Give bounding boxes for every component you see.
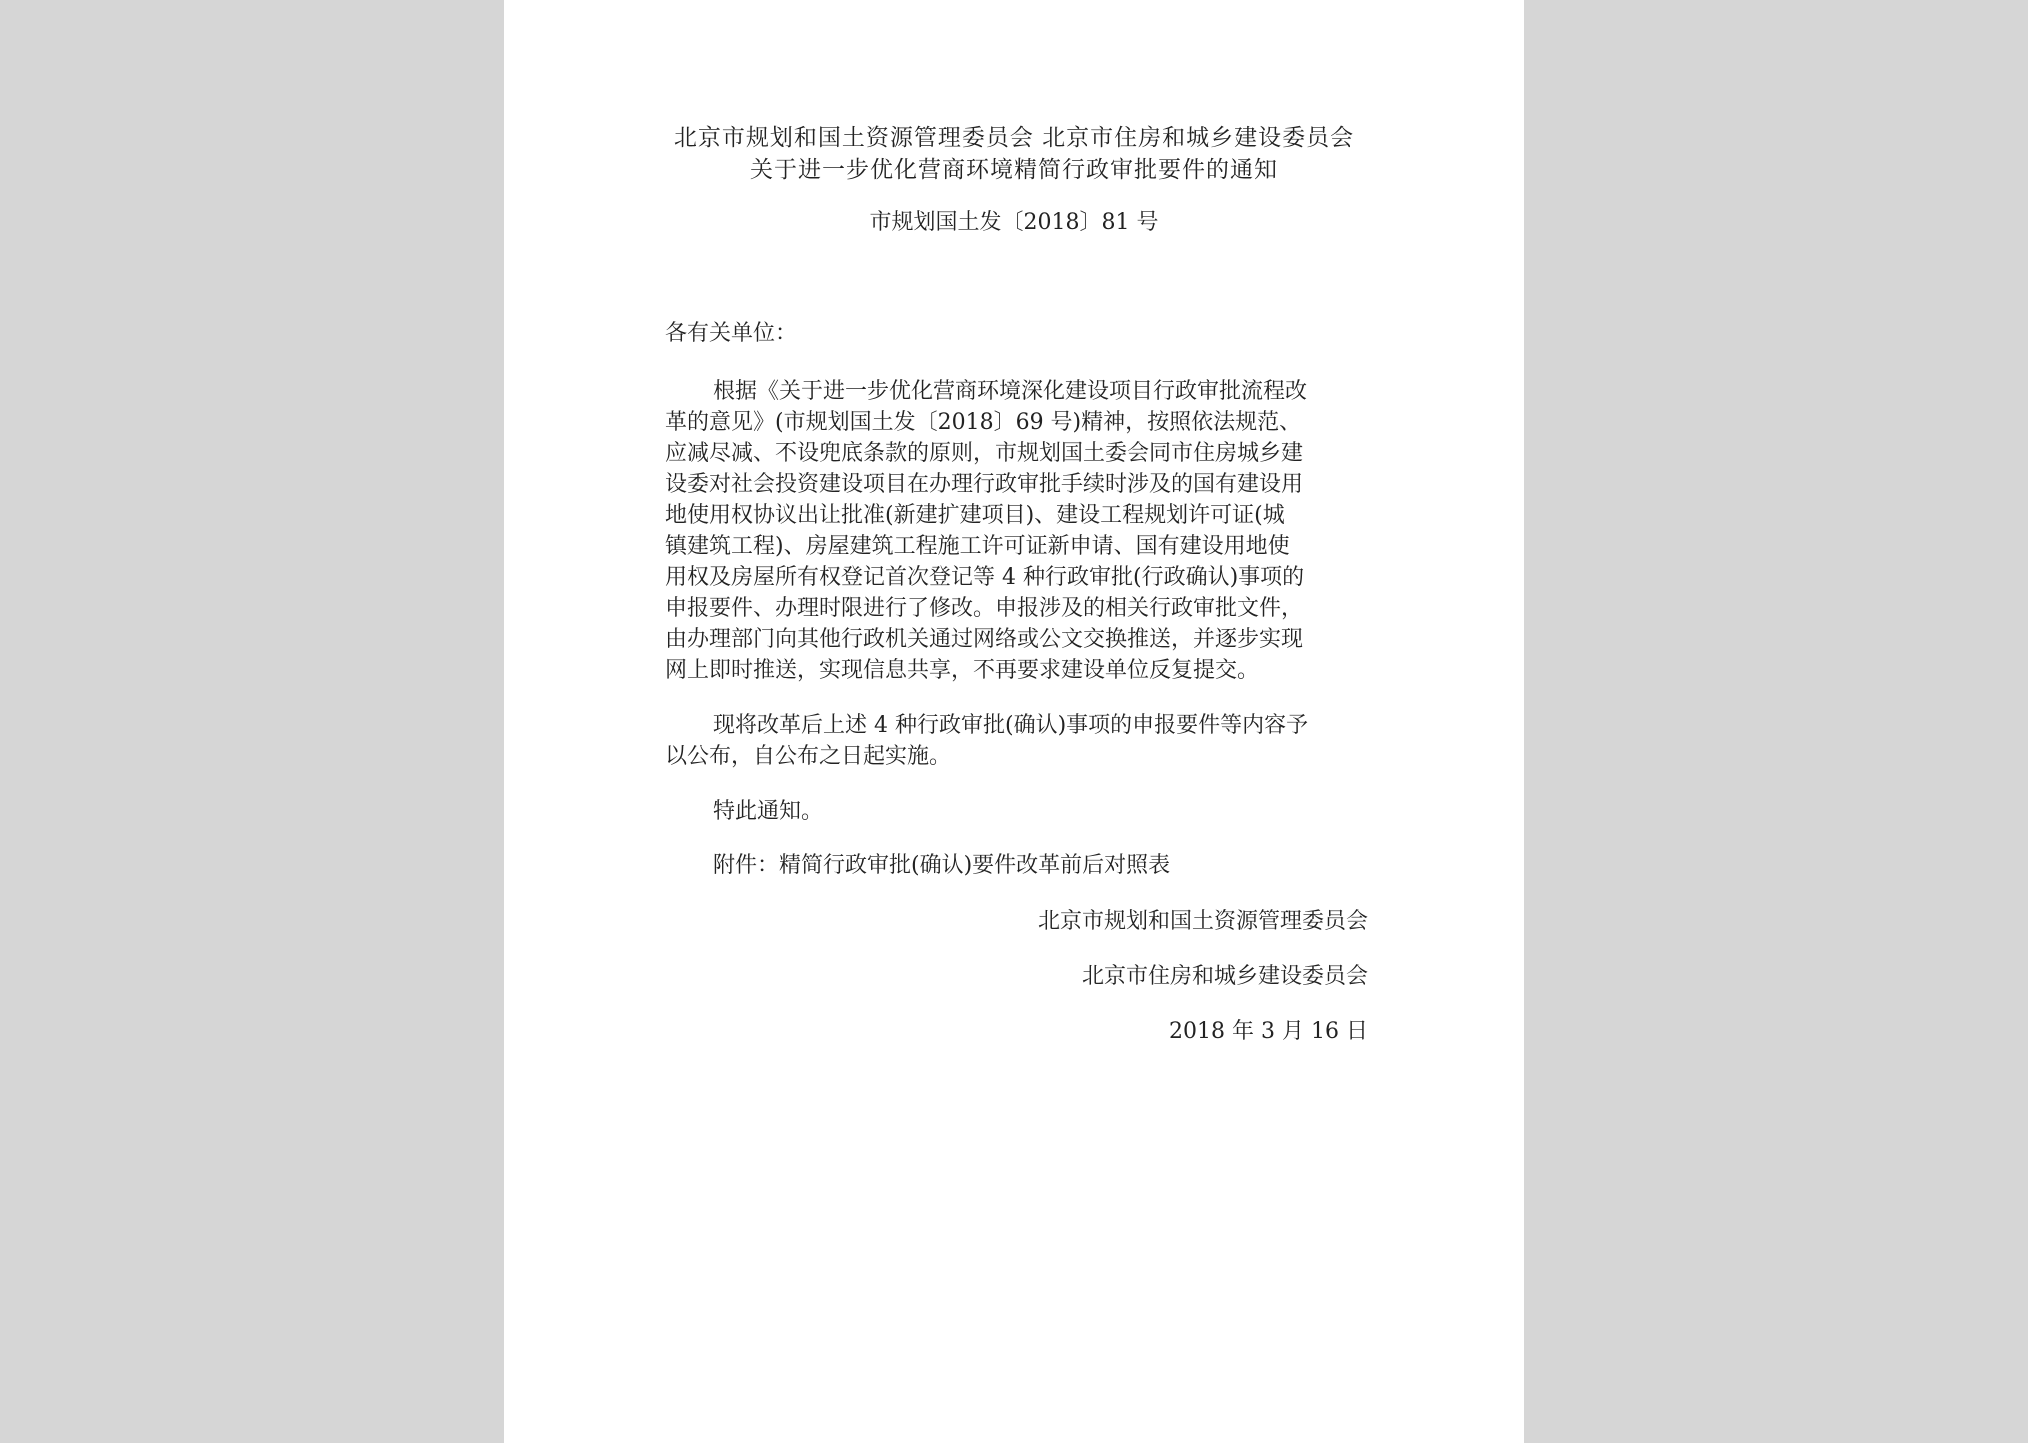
paragraph-1-line: 申报要件、办理时限进行了修改。申报涉及的相关行政审批文件，: [665, 596, 1304, 621]
paragraph-2-line: 以公布，自公布之日起实施。: [665, 744, 952, 769]
document-title-line-1: 北京市规划和国土资源管理委员会 北京市住房和城乡建设委员会: [673, 125, 1355, 151]
paragraph-1-line: 镇建筑工程)、房屋建筑工程施工许可证新申请、国有建设用地使: [665, 534, 1290, 559]
paragraph-1-line: 应减尽减、不设兜底条款的原则，市规划国土委会同市住房城乡建: [665, 441, 1304, 466]
document-title-line-2: 关于进一步优化营商环境精简行政审批要件的通知: [750, 157, 1278, 183]
salutation: 各有关单位：: [665, 321, 798, 346]
paragraph-1-line: 根据《关于进一步优化营商环境深化建设项目行政审批流程改: [713, 379, 1308, 404]
document-number: 市规划国土发〔2018〕81 号: [869, 210, 1159, 235]
signature-commission-housing: 北京市住房和城乡建设委员会: [1081, 964, 1368, 989]
document-page: [504, 0, 1524, 1443]
paragraph-1-line: 设委对社会投资建设项目在办理行政审批手续时涉及的国有建设用: [665, 472, 1304, 497]
paragraph-1-line: 地使用权协议出让批准(新建扩建项目)、建设工程规划许可证(城: [665, 503, 1285, 528]
paragraph-1-line: 革的意见》(市规划国土发〔2018〕69 号)精神，按照依法规范、: [665, 410, 1302, 435]
document-date: 2018 年 3 月 16 日: [1169, 1019, 1368, 1044]
paragraph-1-line: 用权及房屋所有权登记首次登记等 4 种行政审批(行政确认)事项的: [665, 565, 1305, 590]
paragraph-1-line: 由办理部门向其他行政机关通过网络或公文交换推送，并逐步实现: [665, 627, 1304, 652]
attachment-note: 附件：精简行政审批(确认)要件改革前后对照表: [713, 853, 1171, 878]
signature-commission-planning: 北京市规划和国土资源管理委员会: [1037, 909, 1368, 934]
paragraph-1-line: 网上即时推送，实现信息共享，不再要求建设单位反复提交。: [665, 658, 1260, 683]
paragraph-2-line: 现将改革后上述 4 种行政审批(确认)事项的申报要件等内容予: [713, 713, 1309, 738]
closing-text: 特此通知。: [713, 799, 824, 824]
